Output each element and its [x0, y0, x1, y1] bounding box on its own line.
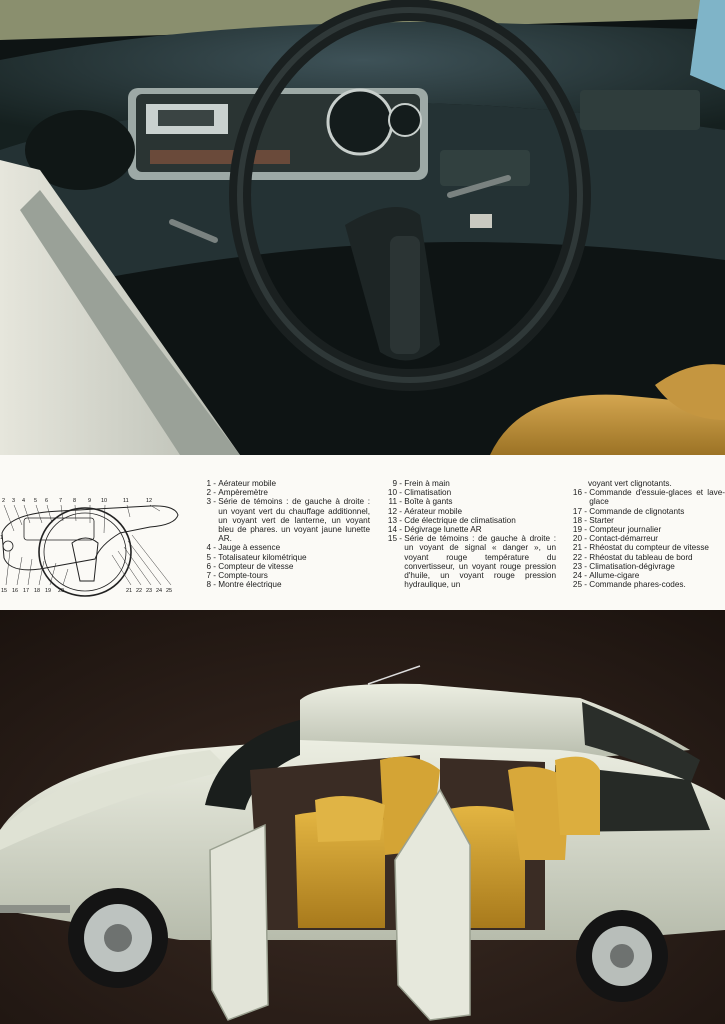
- legend-item: [198, 562, 370, 571]
- legend-item: [569, 543, 725, 552]
- legend-separator: -: [397, 534, 405, 544]
- legend-item-text: Totalisateur kilométrique: [218, 552, 307, 562]
- legend-item-text: Rhéostat du compteur de vitesse: [589, 543, 709, 553]
- legend-item-number: 20: [572, 534, 582, 544]
- legend-separator: -: [582, 561, 590, 571]
- legend-item-number: 14: [387, 525, 397, 535]
- legend-separator: -: [211, 543, 219, 553]
- legend-separator: -: [582, 552, 590, 562]
- legend-item-number: 12: [387, 506, 397, 516]
- diagram-label: 23: [146, 588, 153, 594]
- legend-item: [569, 562, 725, 571]
- diagram-label: 25: [166, 588, 173, 594]
- legend-separator: -: [397, 515, 405, 525]
- legend-continuation: voyant vert clignotants.: [588, 479, 672, 488]
- legend-item-number: 10: [387, 488, 397, 498]
- diagram-label: 10: [101, 498, 108, 504]
- legend-separator: -: [211, 571, 219, 581]
- legend-item: [384, 488, 556, 497]
- legend-item: [198, 571, 370, 580]
- legend-separator: -: [582, 534, 590, 544]
- legend-item: [569, 580, 725, 589]
- diagram-label: 6: [45, 498, 49, 504]
- legend-item: [569, 488, 725, 506]
- diagram-label: 21: [126, 588, 133, 594]
- diagram-label: 19: [45, 588, 52, 594]
- legend-item-text: Aérateur mobile: [218, 479, 277, 488]
- dashboard-photo: [0, 0, 725, 455]
- legend-item-number: 7: [206, 571, 211, 581]
- legend-separator: -: [582, 515, 590, 525]
- legend-separator: -: [211, 580, 219, 590]
- legend-item-number: 18: [572, 515, 582, 525]
- legend-item-number: 5: [206, 552, 211, 562]
- legend-separator: -: [397, 506, 405, 516]
- legend-item-number: 11: [388, 497, 397, 507]
- legend-column-3: [569, 479, 725, 589]
- legend-item: [384, 479, 556, 488]
- diagram-label: 15: [1, 588, 8, 594]
- legend-item-text: Aérateur mobile: [404, 506, 463, 516]
- diagram-label: 1: [0, 535, 4, 541]
- diagram-label: 9: [88, 498, 92, 504]
- legend-column-1: [198, 479, 370, 589]
- legend-item-number: 19: [572, 525, 582, 535]
- legend-item: [569, 534, 725, 543]
- legend-item: [569, 571, 725, 580]
- legend-item-number: 24: [572, 571, 582, 581]
- legend-item-number: 2: [206, 488, 211, 498]
- legend-item: [198, 543, 370, 552]
- legend-item-text: Allume-cigare: [589, 571, 640, 581]
- legend-item-text: Compteur journalier: [589, 525, 662, 535]
- legend-item-text: Climatisation: [404, 488, 452, 498]
- legend-item-number: 6: [206, 561, 211, 571]
- legend-item-number: 3: [206, 497, 211, 507]
- legend-item-text: Climatisation-dégivrage: [589, 561, 675, 571]
- legend-item-number: 17: [572, 506, 582, 516]
- diagram-label: 11: [123, 498, 129, 504]
- legend-item-text: Jauge à essence: [218, 543, 281, 553]
- legend-item-number: 4: [206, 543, 211, 553]
- legend-item: [198, 488, 370, 497]
- legend-separator: -: [582, 571, 590, 581]
- legend-item: [198, 580, 370, 589]
- legend-item-text: Cde électrique de climatisation: [404, 515, 516, 525]
- legend-separator: -: [211, 479, 219, 488]
- legend-item-text: Dégivrage lunette AR: [404, 525, 482, 535]
- legend-column-2: [384, 479, 556, 589]
- legend-item-number: 22: [572, 552, 582, 562]
- legend-item-number: 8: [206, 580, 211, 590]
- legend-item-text: Frein à main: [404, 479, 450, 488]
- legend-item-number: 23: [572, 561, 582, 571]
- legend-item-text: Commande d'essuie-glaces et lave-glace: [589, 488, 725, 507]
- legend-item-text: Montre électrique: [218, 580, 282, 590]
- diagram-label: 3: [12, 498, 16, 504]
- legend-separator: -: [397, 488, 405, 498]
- diagram-label: 4: [22, 498, 26, 504]
- legend-item-text: Contact-démarreur: [589, 534, 658, 544]
- legend-item-text: Commande phares-codes.: [589, 580, 686, 590]
- legend-separator: -: [582, 525, 590, 535]
- legend-separator: -: [211, 552, 219, 562]
- legend-item: [384, 507, 556, 516]
- legend-item: [198, 497, 370, 543]
- legend-separator: -: [582, 580, 590, 590]
- legend-item: [198, 479, 370, 488]
- diagram-label: 22: [136, 588, 143, 594]
- legend-item-text: Commande de clignotants: [589, 506, 685, 516]
- legend-item-text: Compteur de vitesse: [218, 561, 294, 571]
- legend-item-number: 1: [206, 479, 211, 488]
- diagram-label: 18: [34, 588, 41, 594]
- caption-area: [0, 455, 725, 610]
- legend-item: [198, 553, 370, 562]
- legend-item: [569, 516, 725, 525]
- legend-separator: -: [397, 525, 405, 535]
- legend-item-text: Série de témoins : de gauche à droite : un voyant vert du chauffage additionnel, un voyant vert de lanterne, un voyant bleu de phares. un voyant jaune lunette AR.: [218, 497, 370, 544]
- legend-item-text: Ampèremètre: [218, 488, 268, 498]
- legend-item-text: Rhéostat du tableau de bord: [589, 552, 693, 562]
- legend-item-number: 15: [387, 534, 397, 544]
- legend-item: [569, 525, 725, 534]
- legend-separator: -: [211, 561, 219, 571]
- legend-separator: -: [211, 488, 219, 498]
- legend-item-number: 25: [572, 580, 582, 590]
- legend-item-text: Starter: [589, 515, 614, 525]
- diagram-label: 8: [73, 498, 77, 504]
- legend-separator: -: [582, 506, 590, 516]
- legend-item: [384, 497, 556, 506]
- car-photo: [0, 610, 725, 1024]
- legend-item: [384, 525, 556, 534]
- legend-item: [384, 516, 556, 525]
- diagram-label: 20: [58, 588, 65, 594]
- legend-separator: -: [582, 543, 590, 553]
- diagram-label: 5: [34, 498, 38, 504]
- legend-item: [569, 507, 725, 516]
- legend-item: [384, 534, 556, 589]
- diagram-label: 7: [59, 498, 63, 504]
- legend-item-text: Compte-tours: [218, 571, 268, 581]
- dashboard-diagram: [0, 473, 185, 598]
- diagram-label: 2: [2, 498, 6, 504]
- legend-item-number: 13: [387, 515, 397, 525]
- legend-item: [569, 553, 725, 562]
- legend-item-text: Série de témoins : de gauche à droite : un voyant de signal « danger », un voyant rouge température du convertisseur, un voyant rouge pression d'huile, un voyant rouge pression hydraulique, un: [404, 534, 556, 590]
- legend-separator: -: [582, 488, 590, 498]
- legend-separator: -: [211, 497, 219, 507]
- legend-item-number: 9: [392, 479, 397, 488]
- diagram-label: 16: [12, 588, 19, 594]
- legend-item-text: Boîte à gants: [404, 497, 453, 507]
- legend-separator: -: [397, 479, 405, 488]
- legend-separator: -: [397, 497, 405, 507]
- diagram-label: 24: [156, 588, 163, 594]
- diagram-label: 12: [146, 498, 153, 504]
- diagram-label: 17: [23, 588, 30, 594]
- legend-item-number: 16: [572, 488, 582, 498]
- legend-item-number: 21: [572, 543, 582, 553]
